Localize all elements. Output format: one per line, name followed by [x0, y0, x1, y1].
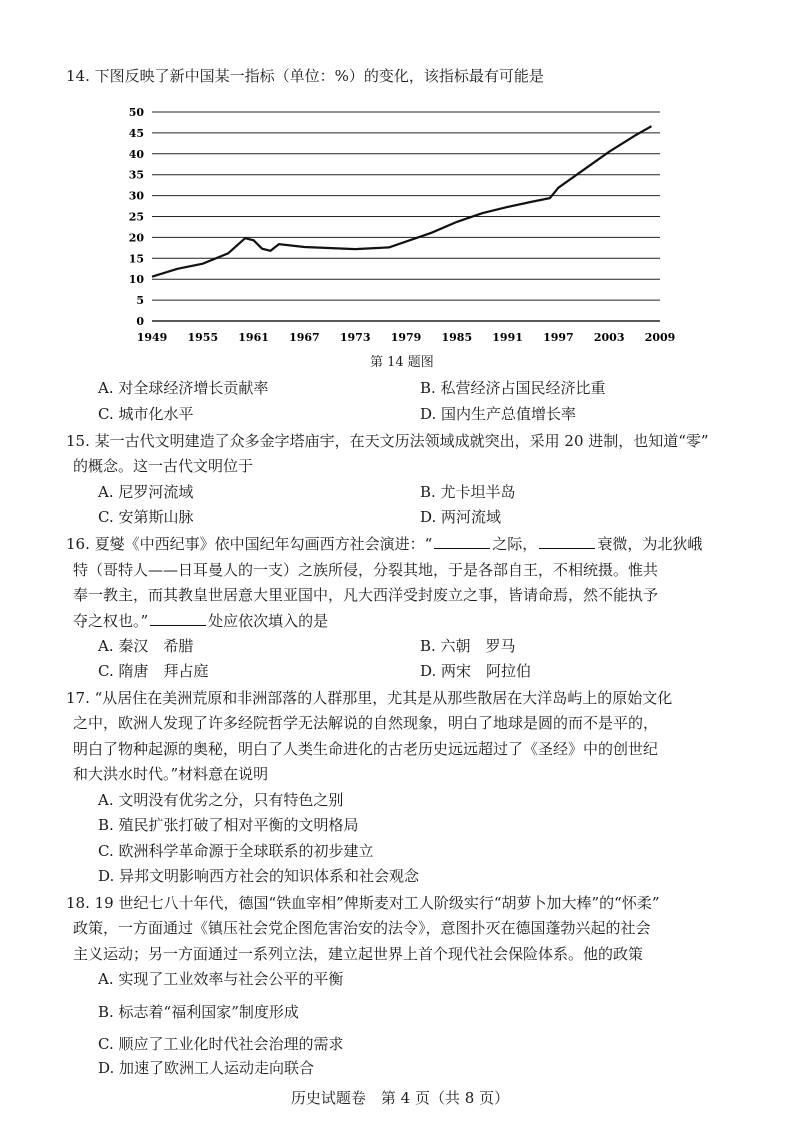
y-tick-label: 5 — [136, 294, 144, 308]
y-tick-label: 10 — [128, 273, 144, 287]
x-tick-label: 1979 — [390, 331, 422, 344]
y-tick-label: 0 — [136, 315, 144, 328]
q15-option-b[interactable]: B. 尤卡坦半岛 — [420, 483, 516, 501]
x-tick-label: 1967 — [289, 331, 320, 344]
q14-caption: 第 14 题图 — [370, 355, 434, 370]
q14-option-d[interactable]: D. 国内生产总值增长率 — [420, 405, 577, 423]
x-tick-label: 1985 — [441, 331, 473, 344]
y-tick-label: 50 — [128, 106, 144, 119]
x-tick-label: 1961 — [238, 331, 269, 344]
q18-stem-line-3: 主义运动；另一方面通过一系列立法，建立起世界上首个现代社会保险体系。他的政策 — [73, 945, 644, 963]
q18-option-a[interactable]: A. 实现了工业效率与社会公平的平衡 — [98, 970, 344, 988]
q16-text-1b: 之际， — [492, 535, 538, 553]
y-tick-label: 15 — [128, 252, 144, 266]
q17-stem-line-2: 之中，欧洲人发现了许多经院哲学无法解说的自然现象，明白了地球是圆的而不是平的， — [73, 714, 659, 732]
y-tick-label: 25 — [128, 210, 144, 224]
q16-option-d[interactable]: D. 两宋 阿拉伯 — [420, 662, 532, 680]
q16-blank-2 — [539, 534, 595, 549]
q18-option-b[interactable]: B. 标志着“福利国家”制度形成 — [98, 1003, 299, 1021]
q14-option-b[interactable]: B. 私营经济占国民经济比重 — [420, 379, 606, 397]
q16-stem-line-3: 奉一教主，而其教皇世居意大里亚国中，凡大西洋受封废立之事，皆请命焉，然不能执予 — [73, 586, 659, 604]
q18-stem-line-1: 18. 19 世纪七八十年代，德国“铁血宰相”俾斯麦对工人阶级实行“胡萝卜加大棒”的“怀柔” — [66, 894, 660, 912]
q18-option-c[interactable]: C. 顺应了工业化时代社会治理的需求 — [98, 1035, 344, 1053]
y-tick-label: 30 — [128, 189, 144, 203]
q17-option-b[interactable]: B. 殖民扩张打破了相对平衡的文明格局 — [98, 816, 359, 834]
x-tick-label: 1997 — [543, 331, 574, 344]
page-footer: 历史试题卷 第 4 页（共 8 页） — [290, 1089, 510, 1107]
y-tick-label: 45 — [128, 126, 144, 140]
x-tick-label: 1949 — [136, 331, 168, 344]
q16-option-c[interactable]: C. 隋唐 拜占庭 — [98, 662, 209, 680]
x-tick-label: 1991 — [492, 331, 523, 344]
q16-blank-3 — [150, 611, 206, 626]
q16-option-a[interactable]: A. 秦汉 希腊 — [98, 637, 194, 655]
y-tick-label: 35 — [128, 168, 144, 182]
q15-stem-line-2: 的概念。这一古代文明位于 — [73, 457, 254, 475]
chart-series-line — [152, 126, 652, 277]
q17-option-d[interactable]: D. 异邦文明影响西方社会的知识体系和社会观念 — [98, 867, 420, 885]
x-tick-label: 2009 — [644, 331, 676, 344]
q16-text-4a: 夺之权也。” — [73, 612, 149, 630]
q17-stem-line-1: 17. “从居住在美洲荒原和非洲部落的人群那里，尤其是从那些散居在大洋岛屿上的原始文化 — [66, 689, 673, 707]
q14-stem: 14. 下图反映了新中国某一指标（单位：%）的变化，该指标最有可能是 — [66, 67, 544, 85]
q15-option-d[interactable]: D. 两河流域 — [420, 508, 502, 526]
chart-gridlines — [152, 112, 660, 321]
q16-text-1c: 衰微，为北狄峨 — [597, 535, 703, 553]
q17-option-a[interactable]: A. 文明没有优劣之分，只有特色之别 — [98, 791, 344, 809]
q16-option-b[interactable]: B. 六朝 罗马 — [420, 637, 516, 655]
y-tick-label: 20 — [128, 231, 144, 245]
q15-option-a[interactable]: A. 尼罗河流域 — [98, 483, 194, 501]
q17-stem-line-4: 和大洪水时代。”材料意在说明 — [73, 765, 269, 783]
q16-text-4b: 处应依次填入的是 — [208, 612, 329, 630]
q16-stem-line-4 — [73, 611, 328, 631]
q15-stem-line-1: 15. 某一古代文明建造了众多金字塔庙宇，在天文历法领域成就突出，采用 20 进制，也知道“零” — [66, 432, 709, 450]
chart-y-tick-labels — [129, 106, 145, 328]
q16-stem-line-1 — [66, 534, 702, 554]
x-tick-label: 2003 — [593, 331, 625, 344]
q16-stem-line-2: 特（哥特人——日耳曼人的一支）之族所侵，分裂其地，于是各部自王，不相统摄。惟共 — [73, 561, 659, 579]
chart-x-tick-labels — [137, 331, 676, 344]
q18-stem-line-2: 政策，一方面通过《镇压社会党企图危害治安的法令》，意图扑灭在德国蓬勃兴起的社会 — [73, 919, 651, 937]
q14-line-chart — [118, 100, 688, 350]
q16-blank-1 — [434, 534, 490, 549]
q18-option-d[interactable]: D. 加速了欧洲工人运动走向联合 — [98, 1059, 315, 1077]
q14-option-c[interactable]: C. 城市化水平 — [98, 405, 194, 423]
q17-option-c[interactable]: C. 欧洲科学革命源于全球联系的初步建立 — [98, 842, 374, 860]
q16-text-1a: 16. 夏燮《中西纪事》依中国纪年勾画西方社会演进：“ — [66, 535, 433, 553]
x-tick-label: 1955 — [187, 331, 219, 344]
y-tick-label: 40 — [128, 147, 144, 161]
q17-stem-line-3: 明白了物种起源的奥秘，明白了人类生命进化的古老历史远远超过了《圣经》中的创世纪 — [73, 740, 659, 758]
x-tick-label: 1973 — [339, 331, 371, 344]
q14-option-a[interactable]: A. 对全球经济增长贡献率 — [98, 379, 269, 397]
q15-option-c[interactable]: C. 安第斯山脉 — [98, 508, 194, 526]
